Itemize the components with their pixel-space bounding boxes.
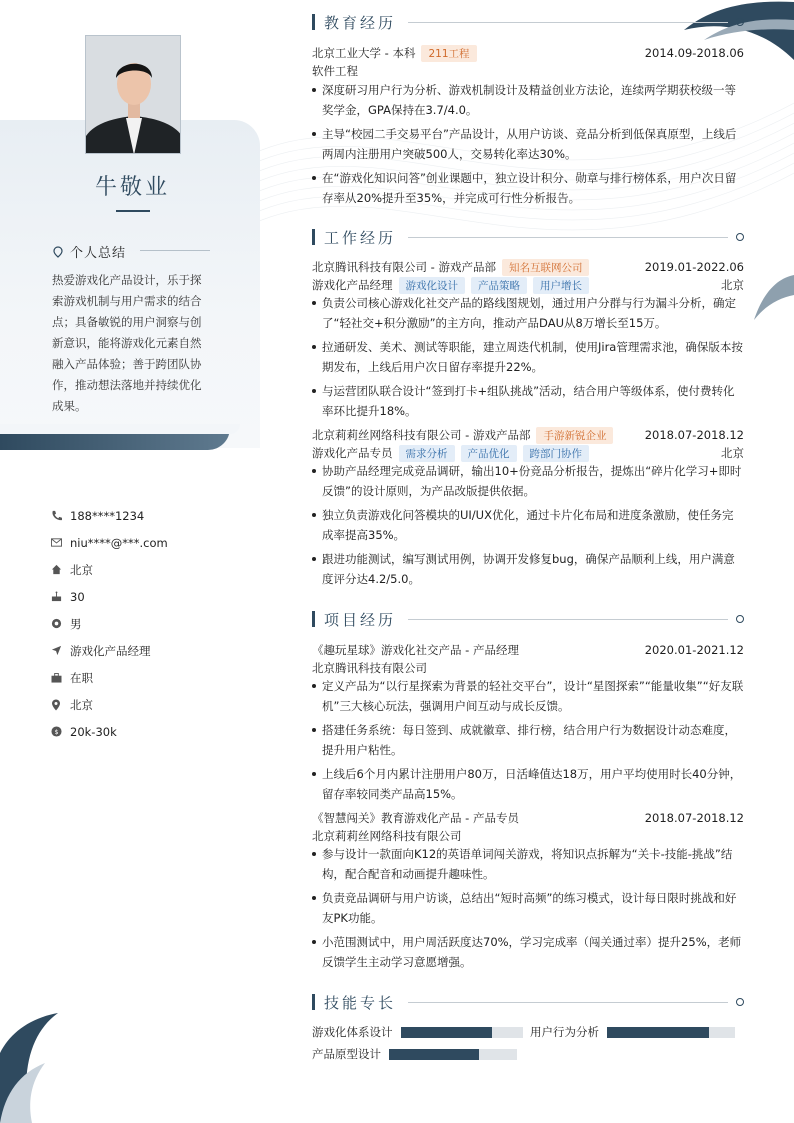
contact-status <box>50 664 168 691</box>
contact-text: 在职 <box>70 670 93 685</box>
section-work-heading <box>312 227 744 247</box>
project-company: 北京腾讯科技有限公司 <box>312 661 427 675</box>
company-name: 北京莉莉丝网络科技有限公司 - 游戏产品部 <box>312 428 531 442</box>
mail-icon <box>50 537 62 549</box>
work-0-bullets <box>312 293 744 425</box>
education-major-row <box>312 62 744 80</box>
work-1-role-row <box>312 444 744 462</box>
avatar <box>85 35 181 154</box>
list-item: 深度研习用户行为分析、游戏机制设计及精益创业方法论，连续两学期获校级一等奖学金，GPA保持在3.7/4.0。 <box>312 80 744 120</box>
diamond-icon <box>734 231 745 242</box>
work-0-role-row <box>312 276 744 294</box>
contact-gender <box>50 610 168 637</box>
list-item: 参与设计一款面向K12的英语单词闯关游戏，将知识点拆解为“关卡-技能-挑战”结构，配合配音和动画提升趣味性。 <box>312 844 744 884</box>
section-bar <box>312 14 315 30</box>
project-1-header <box>312 809 744 827</box>
home-icon <box>50 564 62 576</box>
skill-bar-fill <box>389 1049 479 1060</box>
section-project-heading <box>312 609 744 629</box>
skill-name: 用户行为分析 <box>530 1025 599 1039</box>
section-line <box>408 619 728 620</box>
work-city: 北京 <box>721 278 744 292</box>
project-company: 北京莉莉丝网络科技有限公司 <box>312 829 462 843</box>
school-name: 北京工业大学 - 本科 <box>312 46 416 60</box>
skill-tag: 游戏化设计 <box>399 277 466 294</box>
project-0-company-row <box>312 659 744 677</box>
education-period: 2014.09-2018.06 <box>644 46 744 60</box>
section-line <box>408 237 728 238</box>
gender-icon <box>50 618 62 630</box>
diamond-icon <box>734 996 745 1007</box>
project-1-bullets <box>312 844 744 976</box>
corner-wave-bottom-left <box>0 1013 60 1123</box>
contact-age <box>50 583 168 610</box>
work-period: 2018.07-2018.12 <box>644 428 744 442</box>
job-role: 游戏化产品专员 <box>312 446 393 460</box>
contact-text: 北京 <box>70 697 93 712</box>
education-bullets <box>312 80 744 212</box>
section-skills-heading <box>312 992 744 1012</box>
contact-text: 30 <box>70 589 85 604</box>
contact-list <box>50 502 168 745</box>
list-item: 与运营团队联合设计“签到打卡+组队挑战”活动，结合用户等级体系，使付费转化率环比提升18%。 <box>312 381 744 421</box>
svg-text:$: $ <box>53 727 59 736</box>
company-tag: 手游新锐企业 <box>536 427 613 444</box>
list-item: 小范围测试中，用户周活跃度达70%，学习完成率（闯关通过率）提升25%，老师反馈学生主动学习意愿增强。 <box>312 932 744 972</box>
pin-icon <box>52 246 64 258</box>
contact-phone <box>50 502 168 529</box>
company-tag: 知名互联网公司 <box>502 259 590 276</box>
section-line <box>408 1002 728 1003</box>
list-item: 主导“校园二手交易平台”产品设计，从用户访谈、竞品分析到低保真原型，上线后两周内注册用户突破500人，交易转化率达30%。 <box>312 124 744 164</box>
skill-bar-fill <box>607 1027 709 1038</box>
contact-location <box>50 691 168 718</box>
skill-bar-fill <box>401 1027 493 1038</box>
section-title: 项目经历 <box>324 610 397 629</box>
skill-bar <box>607 1027 735 1038</box>
contact-text: 188****1234 <box>70 508 145 523</box>
skill-item <box>312 1025 523 1039</box>
list-item: 负责公司核心游戏化社交产品的路线图规划，通过用户分群与行为漏斗分析，确定了“轻社交+积分激励”的主方向，推动产品DAU从8万增长至15万。 <box>312 293 744 333</box>
send-icon <box>50 645 62 657</box>
contact-text: niu****@***.com <box>70 535 168 550</box>
corner-wave-right <box>754 270 794 330</box>
person-name: 牛敬业 <box>94 175 170 200</box>
skill-tag: 用户增长 <box>533 277 589 294</box>
phone-icon <box>50 510 62 522</box>
work-1-header <box>312 426 744 444</box>
salary-icon <box>50 726 62 738</box>
skill-tag: 产品优化 <box>461 445 517 462</box>
section-title: 教育经历 <box>324 13 397 32</box>
contact-text: 北京 <box>70 562 93 577</box>
summary-heading <box>52 242 126 261</box>
section-title: 工作经历 <box>324 228 397 247</box>
contact-salary <box>50 718 168 745</box>
project-0-bullets <box>312 676 744 808</box>
contact-position <box>50 637 168 664</box>
company-name: 北京腾讯科技有限公司 - 游戏产品部 <box>312 260 496 274</box>
list-item: 定义产品为“以行星探索为背景的轻社交平台”，设计“星图探索”“能量收集”“好友联机”三大核心玩法，强调用户间互动与成长反馈。 <box>312 676 744 716</box>
project-0-header <box>312 641 744 659</box>
contact-email <box>50 529 168 556</box>
section-bar <box>312 229 315 245</box>
sidebar-card-accent-inner <box>0 424 240 434</box>
project-1-company-row <box>312 827 744 845</box>
job-role: 游戏化产品经理 <box>312 278 393 292</box>
summary-divider <box>140 250 210 251</box>
skill-item <box>312 1047 517 1061</box>
diamond-icon <box>734 613 745 624</box>
skill-bar <box>389 1049 517 1060</box>
name-underline <box>116 210 150 212</box>
skill-item <box>530 1025 735 1039</box>
list-item: 协助产品经理完成竞品调研，输出10+份竞品分析报告，提炼出“碎片化学习+即时反馈”的设计原则，为产品改版提供依据。 <box>312 461 744 501</box>
list-item: 拉通研发、美术、测试等职能，建立周迭代机制，使用Jira管理需求池，确保版本按期发布，上线后用户次日留存率提升22%。 <box>312 337 744 377</box>
education-major: 软件工程 <box>312 64 358 78</box>
location-icon <box>50 699 62 711</box>
skill-tag: 产品策略 <box>471 277 527 294</box>
section-bar <box>312 611 315 627</box>
cake-icon <box>50 591 62 603</box>
contact-home <box>50 556 168 583</box>
list-item: 独立负责游戏化问答模块的UI/UX优化，通过卡片化布局和进度条激励，使任务完成率提高35%。 <box>312 505 744 545</box>
skill-name: 游戏化体系设计 <box>312 1025 393 1039</box>
work-1-bullets <box>312 461 744 593</box>
list-item: 跟进功能测试，编写测试用例，协调开发修复bug，确保产品顺利上线，用户满意度评分达4.2/5.0。 <box>312 549 744 589</box>
briefcase-icon <box>50 672 62 684</box>
list-item: 搭建任务系统：每日签到、成就徽章、排行榜，结合用户行为数据设计动态难度，提升用户粘性。 <box>312 720 744 760</box>
contact-text: 20k-30k <box>70 724 117 739</box>
project-period: 2020.01-2021.12 <box>644 643 744 657</box>
summary-text: 热爱游戏化产品设计，乐于探索游戏机制与用户需求的结合点；具备敏锐的用户洞察与创新意识，能将游戏化元素自然融入产品体验；善于跨团队协作，推动想法落地并持续优化成果。 <box>52 273 202 413</box>
school-tag: 211工程 <box>421 45 476 62</box>
summary-title: 个人总结 <box>70 246 127 261</box>
section-title: 技能专长 <box>324 993 397 1012</box>
list-item: 上线后6个月内累计注册用户80万，日活峰值达18万，用户平均使用时长40分钟，留存率较同类产品高15%。 <box>312 764 744 804</box>
skill-name: 产品原型设计 <box>312 1047 381 1061</box>
contact-text: 男 <box>70 616 82 631</box>
section-bar <box>312 994 315 1010</box>
work-period: 2019.01-2022.06 <box>644 260 744 274</box>
diamond-icon <box>734 16 745 27</box>
work-city: 北京 <box>721 446 744 460</box>
education-header <box>312 44 744 62</box>
list-item: 负责竞品调研与用户访谈，总结出“短时高频”的练习模式，设计每日限时挑战和好友PK功能。 <box>312 888 744 928</box>
skill-bar <box>401 1027 523 1038</box>
project-period: 2018.07-2018.12 <box>644 811 744 825</box>
work-0-header <box>312 258 744 276</box>
project-title: 《趣玩星球》游戏化社交产品 - 产品经理 <box>312 643 519 657</box>
contact-text: 游戏化产品经理 <box>70 643 151 658</box>
skill-tag: 跨部门协作 <box>523 445 590 462</box>
list-item: 在“游戏化知识问答”创业课题中，独立设计积分、勋章与排行榜体系，用户次日留存率从20%提升至35%，并完成可行性分析报告。 <box>312 168 744 208</box>
section-line <box>408 22 728 23</box>
section-education-heading <box>312 12 744 32</box>
project-title: 《智慧闯关》教育游戏化产品 - 产品专员 <box>312 811 519 825</box>
skill-tag: 需求分析 <box>399 445 455 462</box>
